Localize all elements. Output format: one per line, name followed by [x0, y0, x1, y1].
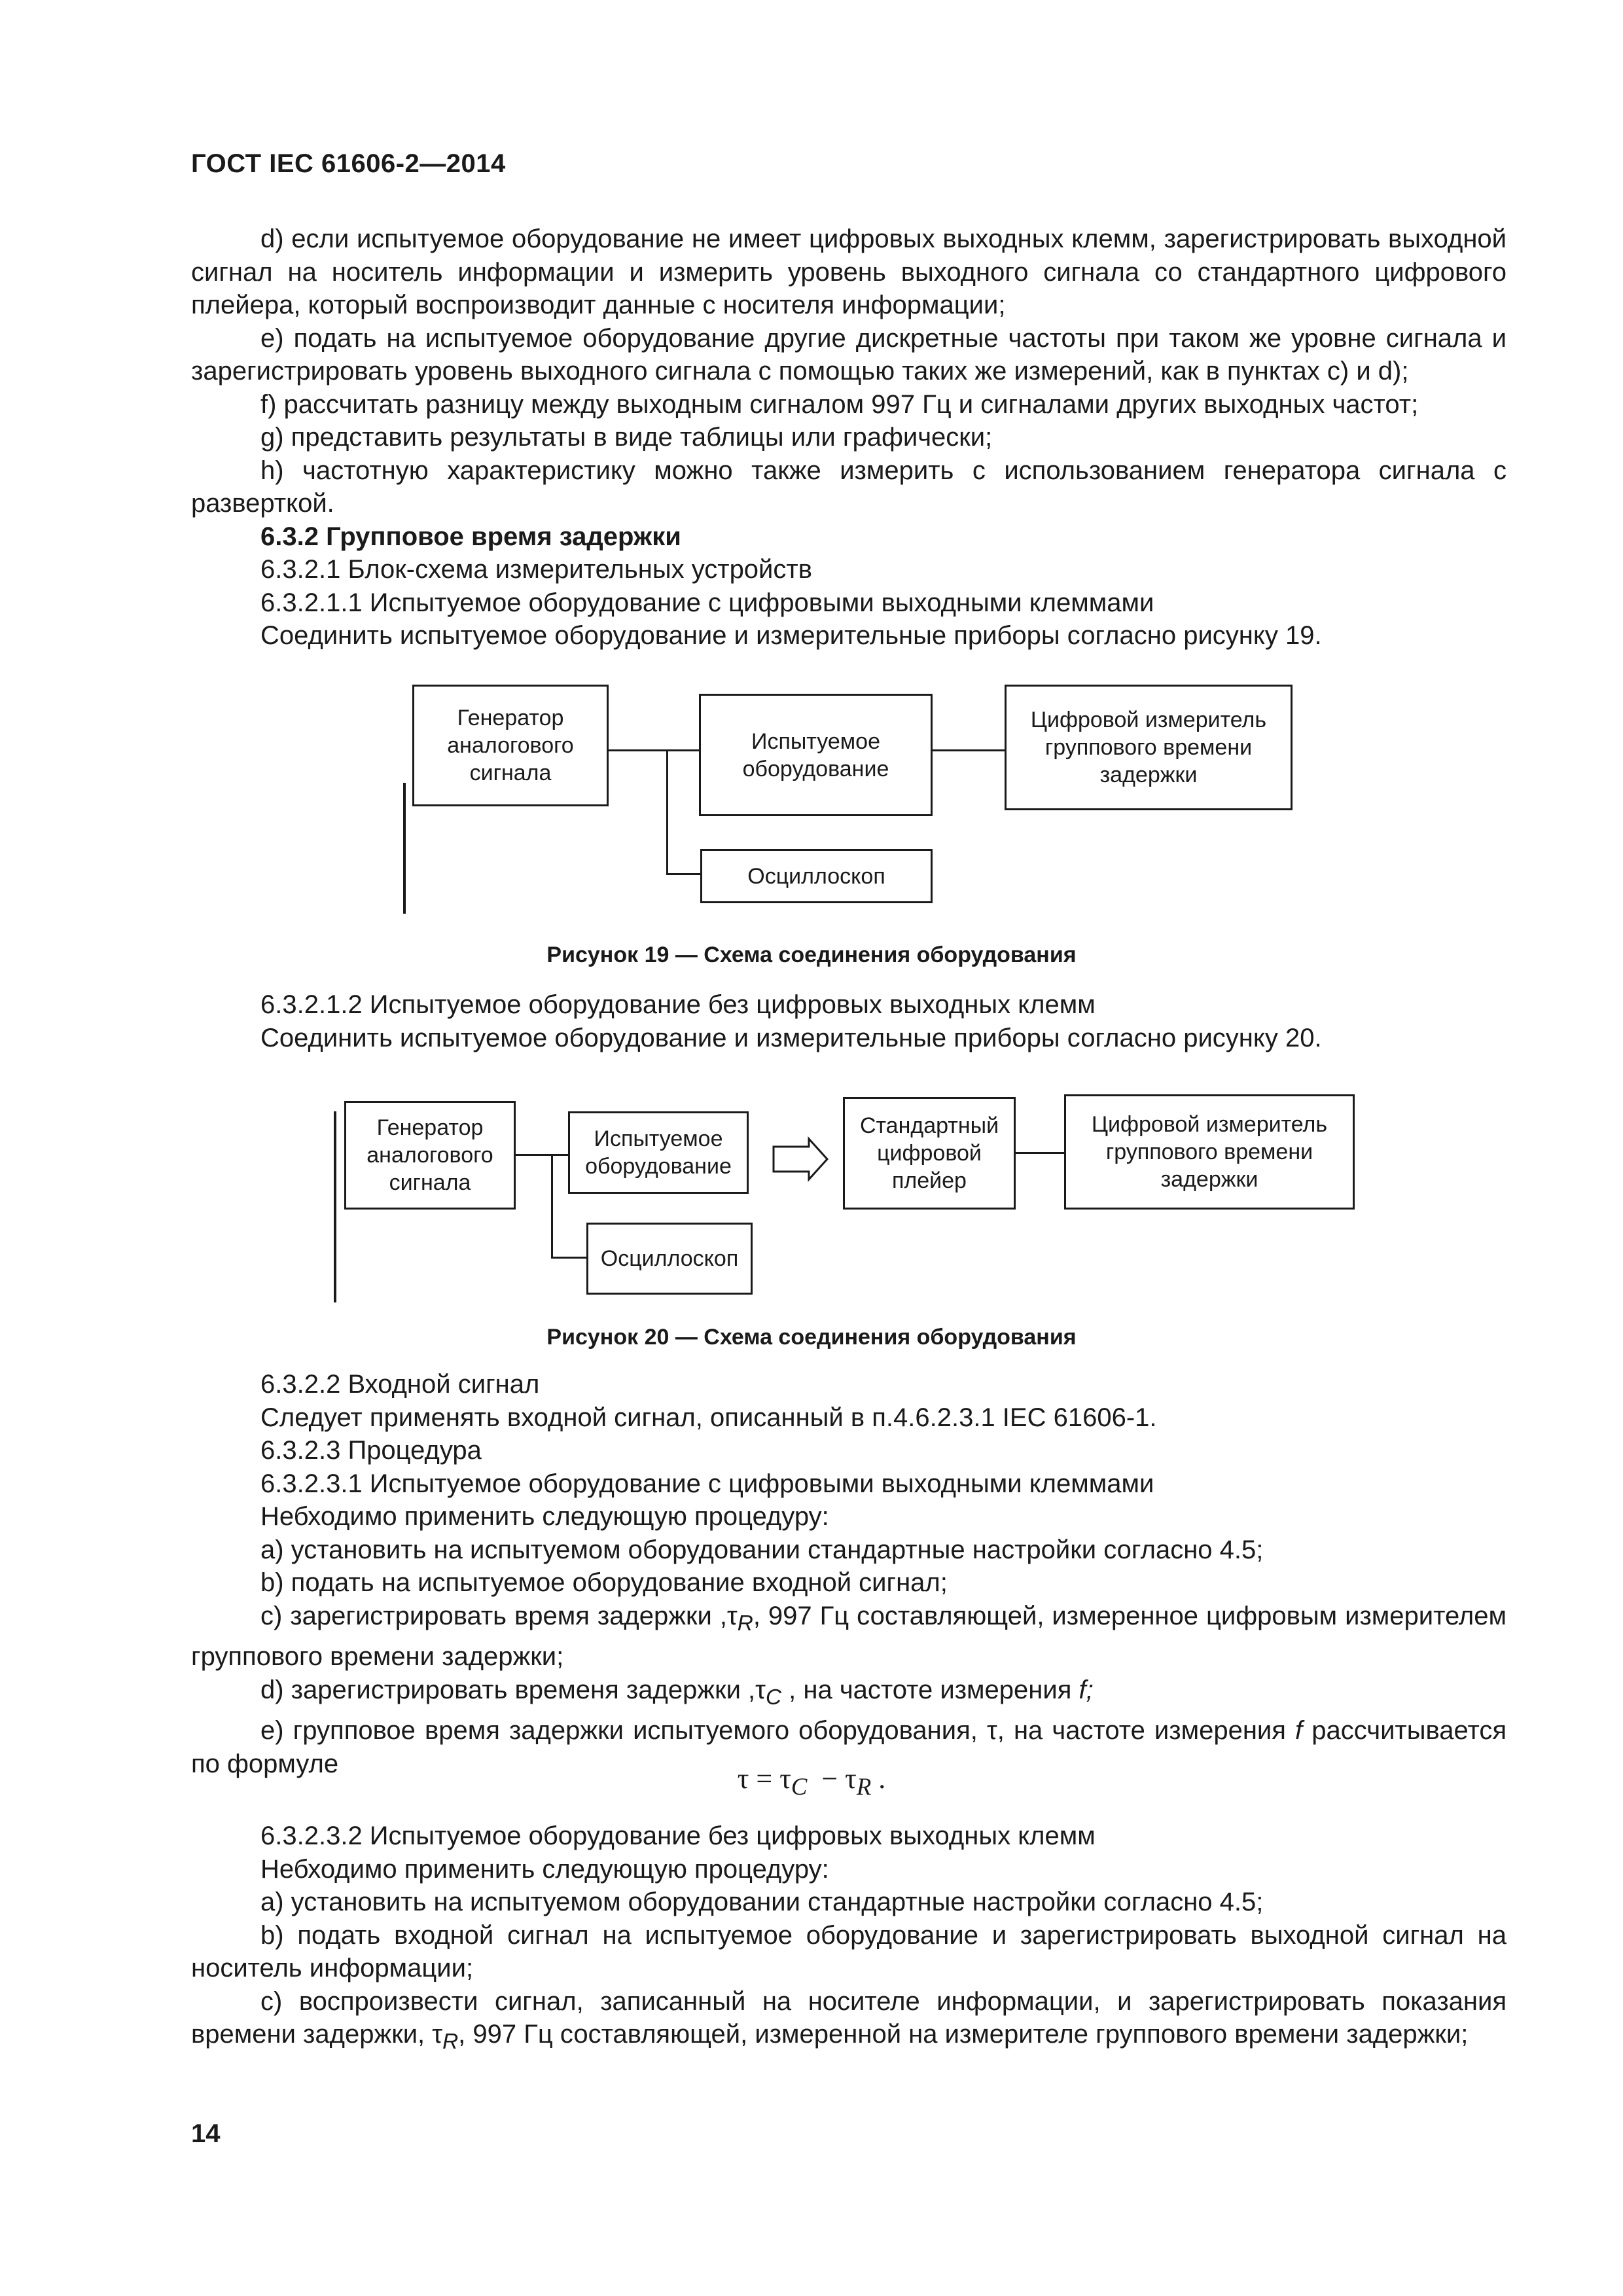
subscript-r: R [737, 1611, 753, 1636]
section-6-3-2-3-1: 6.3.2.3.1 Испытуемое оборудование с цифровыми выходными клеммами [260, 1469, 1154, 1498]
input-signal-text: Следует применять входной сигнал, описанный в п.4.6.2.3.1 IEC 61606-1. [260, 1403, 1157, 1432]
fig20-wire-scope [551, 1257, 586, 1259]
fig20-dut-label: Испытуемое оборудование [585, 1126, 732, 1179]
text-block-3 [191, 1368, 1507, 1780]
fig19-dut-box [699, 694, 933, 816]
step-c1-pre: c) зарегистрировать время задержки , [260, 1601, 727, 1630]
formula-lhs: τ = τ [737, 1763, 791, 1795]
tau-symbol: τ [755, 1675, 766, 1704]
step-d1 [191, 1674, 1507, 1715]
fig20-meter-label: Цифровой измеритель группового времени задержки [1091, 1112, 1328, 1192]
section-6-3-2-1: 6.3.2.1 Блок-схема измерительных устройств [260, 555, 812, 584]
fig20-arrow-shape [774, 1139, 827, 1179]
semicolon: ; [1086, 1675, 1094, 1704]
connect-fig19-text: Соединить испытуемое оборудование и измерительные приборы согласно рисунку 19. [260, 621, 1322, 650]
tau-symbol: τ [432, 2020, 443, 2049]
document-header: ГОСТ IEC 61606-2—2014 [191, 149, 506, 178]
connect-fig20-text: Соединить испытуемое оборудование и измерительные приборы согласно рисунку 20. [260, 1023, 1322, 1052]
fig20-left-bar [334, 1111, 336, 1302]
fig20-meter-box [1064, 1094, 1355, 1210]
formula-sub-c: C [791, 1772, 808, 1800]
step-c2 [191, 1985, 1507, 2059]
step-d1-mid: , на частоте измерения [781, 1675, 1079, 1704]
fig20-scope-label: Осциллоскоп [600, 1246, 739, 1271]
fig20-wire-vertical [551, 1154, 553, 1259]
section-6-3-2-3: 6.3.2.3 Процедура [260, 1436, 482, 1465]
fig20-generator-box [344, 1101, 516, 1210]
step-a1: a) установить на испытуемом оборудовании стандартные настройки согласно 4.5; [260, 1535, 1264, 1564]
section-heading-6-3-2: 6.3.2 Групповое время задержки [260, 522, 681, 551]
step-e1-pre: e) групповое время задержки испытуемого оборудования, τ, на частоте измерения [260, 1716, 1295, 1745]
section-6-3-2-2: 6.3.2.2 Входной сигнал [260, 1370, 540, 1399]
fig19-generator-label: Генератор аналогового сигнала [447, 706, 574, 785]
fig19-dut-label: Испытуемое оборудование [742, 728, 889, 781]
fig20-player-label: Стандартный цифровой плейер [859, 1113, 999, 1193]
step-b2: b) подать входной сигнал на испытуемое оборудование и зарегистрировать выходной сигнал на носитель информации; [191, 1920, 1507, 1982]
paragraph-d: d) если испытуемое оборудование не имеет цифровых выходных клемм, зарегистрировать выходной сигнал на носитель информации и измерить уровень выходного сигнала со стандартного цифрового плейера, который воспроизводит данные с носителя информации; [191, 224, 1507, 319]
procedure-intro-2: Небходимо применить следующую процедуру: [260, 1854, 829, 1884]
formula-sub-r: R [856, 1772, 872, 1800]
section-6-3-2-1-1: 6.3.2.1.1 Испытуемое оборудование с цифровыми выходными клеммами [260, 588, 1154, 617]
fig19-wire-scope [666, 873, 700, 875]
fig20-wire-gen-dut [516, 1154, 568, 1156]
formula-group-delay [0, 1762, 1623, 1801]
formula-end: . [871, 1763, 886, 1795]
fig19-meter-box [1005, 685, 1293, 810]
frequency-symbol: f [1079, 1675, 1086, 1704]
fig19-wire-dut-meter [931, 749, 1005, 751]
fig20-player-box [843, 1097, 1016, 1210]
fig19-wire-gen-dut [609, 749, 699, 751]
fig20-generator-label: Генератор аналогового сигнала [366, 1115, 493, 1195]
step-b1: b) подать на испытуемое оборудование входной сигнал; [260, 1568, 948, 1597]
text-block-4 [191, 1820, 1507, 2059]
text-block-2 [191, 988, 1507, 1054]
subscript-r: R [442, 2030, 459, 2054]
fig19-generator-box [412, 685, 609, 806]
paragraph-e: e) подать на испытуемое оборудование другие дискретные частоты при таком же уровне сигнала и зарегистрировать уровень выходного сигнала с помощью таких же измерений, как в пунктах c) и d); [191, 323, 1507, 386]
subscript-c: C [765, 1685, 782, 1710]
step-c1 [191, 1600, 1507, 1674]
paragraph-g: g) представить результаты в виде таблицы или графически; [260, 423, 993, 452]
section-6-3-2-1-2: 6.3.2.1.2 Испытуемое оборудование без цифровых выходных клемм [260, 990, 1096, 1019]
step-c2-post: , 997 Гц составляющей, измеренной на измерителе группового времени задержки; [458, 2020, 1469, 2049]
fig19-scope-label: Осциллоскоп [747, 863, 885, 889]
step-d1-pre: d) зарегистрировать временя задержки , [260, 1675, 756, 1704]
procedure-intro-1: Небходимо применить следующую процедуру: [260, 1502, 829, 1531]
fig20-wire-player-meter [1014, 1152, 1064, 1154]
fig19-scope-box [700, 849, 933, 903]
step-a2: a) установить на испытуемом оборудовании стандартные настройки согласно 4.5; [260, 1888, 1264, 1916]
page-number: 14 [191, 2119, 221, 2148]
step-c1-post: , 997 Гц составляющей, измеренное цифровым измерителем группового времени задержки; [191, 1601, 1507, 1671]
step-e1-post: рассчитывается по формуле [191, 1716, 1507, 1778]
fig19-wire-vertical [666, 749, 668, 875]
paragraph-h: h) частотную характеристику можно также измерить с использованием генератора сигнала с разверткой. [191, 456, 1507, 518]
frequency-symbol: f [1295, 1716, 1303, 1745]
paragraph-f: f) рассчитать разницу между выходным сигналом 997 Гц и сигналами других выходных частот; [260, 389, 1419, 419]
step-c2-pre: c) воспроизвести сигнал, записанный на носителе информации, и зарегистрировать показания времени задержки, [191, 1986, 1507, 2049]
section-6-3-2-3-2: 6.3.2.3.2 Испытуемое оборудование без цифровых выходных клемм [260, 1821, 1096, 1850]
fig20-dut-box [568, 1111, 749, 1194]
figure-19-caption: Рисунок 19 — Схема соединения оборудования [546, 942, 1077, 967]
fig20-scope-box [586, 1223, 753, 1295]
figure-20-caption: Рисунок 20 — Схема соединения оборудования [546, 1325, 1077, 1350]
formula-minus: − τ [807, 1763, 857, 1795]
fig19-left-bar [403, 783, 406, 914]
tau-symbol: τ [726, 1601, 738, 1630]
fig19-meter-label: Цифровой измеритель группового времени задержки [1030, 708, 1267, 787]
text-block-1 [191, 223, 1507, 653]
